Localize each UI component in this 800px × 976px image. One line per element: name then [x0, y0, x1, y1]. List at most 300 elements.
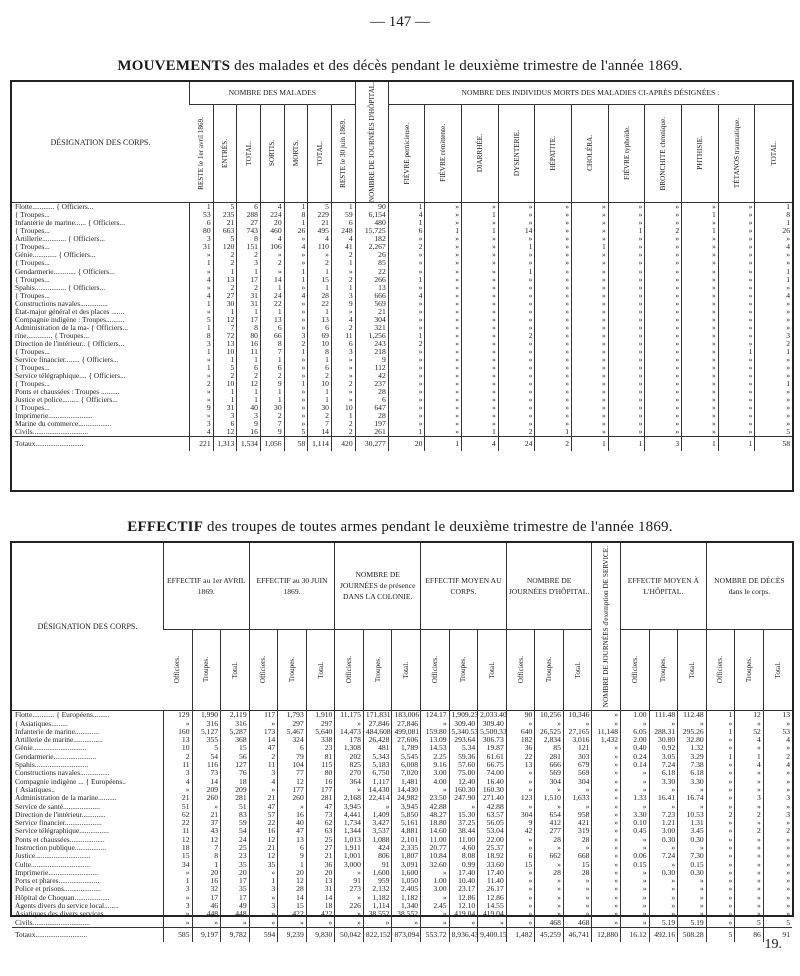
- folio: 19.: [764, 937, 782, 952]
- t2-group-header: EFFECTIF MOYEN À L'HÔPITAL.: [621, 543, 707, 629]
- table-cell: 6: [308, 364, 332, 372]
- table-cell: »: [718, 364, 755, 372]
- table-cell: 40: [237, 404, 261, 412]
- table-cell: 42.88: [421, 803, 450, 811]
- table-cell: »: [425, 219, 462, 227]
- table-cell: 17: [192, 894, 221, 902]
- table-cell: 2: [763, 827, 792, 835]
- table-cell: 304: [563, 778, 592, 786]
- table-cell: »: [682, 380, 719, 388]
- table-cell: »: [221, 919, 250, 928]
- table-cell: »: [506, 885, 535, 893]
- table-cell: 237: [355, 380, 388, 388]
- table-cell: 368: [221, 736, 250, 744]
- table-cell: 6.05: [621, 728, 650, 736]
- table-cell: 306.73: [478, 736, 507, 744]
- table-cell: 484,608: [363, 728, 392, 736]
- table-cell: 4: [763, 736, 792, 744]
- table-cell: »: [682, 219, 719, 227]
- table-cell: 17: [221, 894, 250, 902]
- table-cell: »: [682, 364, 719, 372]
- table-cell: 1: [535, 428, 572, 437]
- table-cell: 27,846: [392, 720, 421, 728]
- table-cell: 3.29: [678, 753, 707, 761]
- table-cell: »: [498, 211, 535, 219]
- table-cell: 1: [308, 356, 332, 364]
- table-cell: 6,154: [355, 211, 388, 219]
- table-cell: 3,945: [392, 803, 421, 811]
- table-cell: »: [425, 276, 462, 284]
- t2-sub-header-label: Total.: [687, 661, 696, 679]
- table-cell: 27,606: [392, 736, 421, 744]
- table-cell: 3.30: [621, 811, 650, 819]
- table-cell: 0.30: [649, 869, 678, 877]
- table-cell: 46: [192, 902, 221, 910]
- table-cell: »: [388, 380, 425, 388]
- table-cell: »: [284, 284, 308, 292]
- table-cell: 1,114: [363, 902, 392, 910]
- table-cell: 54: [192, 753, 221, 761]
- table-cell: »: [189, 251, 213, 259]
- table-cell: 260: [278, 794, 307, 802]
- table-cell: 2: [260, 412, 284, 420]
- table-cell: 1,911: [335, 844, 364, 852]
- table-cell: 1: [388, 203, 425, 212]
- table-cell: 4,881: [392, 827, 421, 835]
- table-cell: 85: [355, 259, 388, 267]
- table-cell: 2.45: [421, 902, 450, 910]
- table-cell: »: [763, 778, 792, 786]
- table-cell: »: [189, 412, 213, 420]
- table-cell: »: [163, 894, 192, 902]
- table-cell: 1: [284, 203, 308, 212]
- total-cell: 12,880: [592, 927, 621, 942]
- table-cell: 5,287: [221, 728, 250, 736]
- table-cell: »: [592, 786, 621, 794]
- table-cell: »: [462, 420, 499, 428]
- table-cell: »: [462, 404, 499, 412]
- table-cell: 85: [535, 744, 564, 752]
- row-label: Ponts et chaussées : Troupes ..........: [15, 387, 120, 397]
- table-cell: 24: [221, 836, 250, 844]
- table-cell: »: [645, 219, 682, 227]
- table-cell: »: [608, 412, 645, 420]
- table-cell: 5.19: [678, 919, 707, 928]
- table-cell: »: [425, 284, 462, 292]
- table-cell: »: [260, 268, 284, 276]
- table-cell: »: [706, 877, 735, 885]
- table-cell: 16: [237, 428, 261, 437]
- table-cell: 12: [213, 316, 237, 324]
- table-cell: 663: [213, 227, 237, 235]
- total-cell: 9,782: [221, 927, 250, 942]
- t2-sub-header-label: Troupes.: [202, 657, 211, 683]
- table-cell: 17: [237, 276, 261, 284]
- table-row: [12, 919, 792, 928]
- table-cell: »: [682, 428, 719, 437]
- table-cell: »: [735, 861, 764, 869]
- table-cell: »: [678, 803, 707, 811]
- t1-death-header-label: DYSENTERIE.: [512, 130, 521, 177]
- table-cell: 80: [189, 227, 213, 235]
- table-cell: 47: [249, 803, 278, 811]
- t2-sub-header: [163, 629, 192, 711]
- table-cell: »: [449, 803, 478, 811]
- table-cell: 6: [260, 324, 284, 332]
- table-cell: »: [592, 720, 621, 728]
- table-cell: »: [755, 404, 792, 412]
- table-cell: 31: [306, 885, 335, 893]
- table-cell: »: [678, 902, 707, 910]
- table-cell: »: [718, 372, 755, 380]
- table-cell: »: [621, 720, 650, 728]
- table-cell: 1.32: [678, 744, 707, 752]
- table-cell: 6: [189, 219, 213, 227]
- table-cell: 12.86: [478, 894, 507, 902]
- table-cell: 355: [192, 736, 221, 744]
- mouvements-table: [12, 82, 792, 451]
- table-cell: 182: [506, 736, 535, 744]
- t1-death-header: [608, 104, 645, 203]
- table-cell: »: [621, 885, 650, 893]
- table-cell: »: [498, 380, 535, 388]
- table-cell: 3,945: [335, 803, 364, 811]
- row-label: Direction de l'intérieur.. { Officiers...: [15, 338, 125, 348]
- table-cell: 0.30: [678, 869, 707, 877]
- table-cell: »: [498, 396, 535, 404]
- table-cell: 304: [535, 778, 564, 786]
- table-cell: »: [645, 380, 682, 388]
- table-cell: »: [498, 203, 535, 212]
- table-cell: 281: [535, 753, 564, 761]
- table-cell: »: [278, 919, 307, 928]
- table-cell: »: [535, 251, 572, 259]
- table-cell: »: [572, 364, 609, 372]
- table-cell: 9: [506, 819, 535, 827]
- table-cell: 9: [278, 852, 307, 860]
- table-cell: »: [392, 919, 421, 928]
- table-cell: »: [388, 235, 425, 243]
- table-cell: 53: [763, 728, 792, 736]
- table-cell: »: [462, 388, 499, 396]
- table-cell: 10: [308, 340, 332, 348]
- table-cell: 1: [682, 211, 719, 219]
- table-cell: 4: [260, 235, 284, 243]
- table-cell: 17.40: [478, 869, 507, 877]
- table-cell: »: [535, 720, 564, 728]
- table-cell: »: [682, 396, 719, 404]
- table-cell: »: [718, 300, 755, 308]
- table-cell: 76: [221, 769, 250, 777]
- t2-sub-header-label: Troupes.: [373, 657, 382, 683]
- table-cell: 5: [213, 364, 237, 372]
- row-label: Artillerie de marine................: [15, 735, 103, 745]
- table-cell: »: [163, 919, 192, 928]
- row-label: { Asiatiques..: [15, 784, 55, 794]
- table-cell: »: [506, 720, 535, 728]
- table-cell: »: [706, 744, 735, 752]
- table-cell: »: [535, 316, 572, 324]
- table-cell: 422: [278, 910, 307, 918]
- table-cell: 1: [189, 300, 213, 308]
- table-cell: »: [706, 869, 735, 877]
- table-cell: 26.17: [478, 885, 507, 893]
- table-cell: 2: [388, 340, 425, 348]
- table-cell: »: [592, 744, 621, 752]
- total-cell: 58: [284, 437, 308, 452]
- table-cell: 4: [388, 292, 425, 300]
- table-cell: 8: [755, 211, 792, 219]
- table-cell: »: [388, 412, 425, 420]
- table-cell: »: [498, 372, 535, 380]
- table-cell: 2,119: [221, 711, 250, 720]
- table-cell: »: [682, 300, 719, 308]
- t2-sub-header: [221, 629, 250, 711]
- table-cell: »: [425, 396, 462, 404]
- table-cell: 56: [221, 753, 250, 761]
- t1-col-header: [284, 104, 308, 203]
- table-cell: 2: [213, 251, 237, 259]
- table-cell: 3.45: [678, 827, 707, 835]
- table-cell: »: [506, 910, 535, 918]
- table-cell: »: [535, 388, 572, 396]
- table-cell: »: [706, 819, 735, 827]
- table-cell: »: [706, 803, 735, 811]
- table-cell: »: [506, 803, 535, 811]
- table-cell: 7.24: [649, 852, 678, 860]
- table-cell: 424: [363, 844, 392, 852]
- table-cell: »: [563, 844, 592, 852]
- table-cell: »: [425, 259, 462, 267]
- table-cell: »: [608, 300, 645, 308]
- table-cell: »: [572, 259, 609, 267]
- table-cell: 1,600: [363, 869, 392, 877]
- table-cell: 2: [331, 428, 355, 437]
- table-cell: 209: [221, 786, 250, 794]
- table-cell: »: [535, 203, 572, 212]
- table-cell: 28: [535, 869, 564, 877]
- table-cell: 13: [763, 711, 792, 720]
- row-label: Gendarmerie.......................: [15, 751, 97, 761]
- table-cell: 72: [213, 332, 237, 340]
- table-cell: 281: [221, 794, 250, 802]
- t2-sub-header-label: Total.: [316, 661, 325, 679]
- table-cell: »: [645, 396, 682, 404]
- table-cell: 16.41: [649, 794, 678, 802]
- table-cell: 9: [260, 428, 284, 437]
- table-cell: 56.05: [478, 819, 507, 827]
- table1-frame: [10, 80, 794, 492]
- table-cell: 3.00: [421, 769, 450, 777]
- table-cell: »: [763, 869, 792, 877]
- table-cell: »: [592, 778, 621, 786]
- row-label: { Troupes...: [15, 226, 50, 236]
- t2-sub-header-label: Troupes.: [459, 657, 468, 683]
- table-cell: 35: [221, 861, 250, 869]
- table-cell: 3: [331, 292, 355, 300]
- table-cell: »: [331, 372, 355, 380]
- t1-death-header: [535, 104, 572, 203]
- row-label: Culte................................: [15, 859, 91, 869]
- table-cell: 422: [306, 910, 335, 918]
- table-cell: 13: [506, 761, 535, 769]
- table-cell: »: [592, 769, 621, 777]
- table-cell: 1: [755, 348, 792, 356]
- table-cell: 12: [278, 778, 307, 786]
- table-cell: 2: [189, 380, 213, 388]
- table-cell: 14,430: [392, 786, 421, 794]
- t2-sub-header-label: Troupes.: [745, 657, 754, 683]
- table-cell: »: [706, 769, 735, 777]
- table-cell: 22: [249, 819, 278, 827]
- table-cell: »: [388, 316, 425, 324]
- table-cell: 5: [213, 235, 237, 243]
- table-cell: 159.80: [421, 728, 450, 736]
- table-cell: 14: [498, 227, 535, 235]
- table-cell: »: [421, 910, 450, 918]
- row-label: Spahis................. { Officiers...: [15, 282, 106, 292]
- table-cell: »: [535, 910, 564, 918]
- table-cell: »: [189, 308, 213, 316]
- t1-col-header-label: ENTRÉS.: [220, 138, 229, 168]
- table-cell: »: [592, 794, 621, 802]
- table-cell: »: [421, 919, 450, 928]
- table-cell: 1: [284, 219, 308, 227]
- table-cell: 16.74: [678, 794, 707, 802]
- table-cell: »: [608, 420, 645, 428]
- table-cell: 5,340.53: [449, 728, 478, 736]
- t2-sub-header: [335, 629, 364, 711]
- table-cell: 419.04: [478, 910, 507, 918]
- table-cell: »: [535, 332, 572, 340]
- table-cell: 2: [237, 372, 261, 380]
- table-cell: »: [649, 786, 678, 794]
- table-cell: 1: [249, 877, 278, 885]
- t1-death-header: [425, 104, 462, 203]
- t2-sub-header-label: Total.: [487, 661, 496, 679]
- table-cell: 18: [306, 902, 335, 910]
- table-cell: 1.31: [678, 819, 707, 827]
- table-cell: »: [498, 324, 535, 332]
- table-cell: 1,910: [306, 711, 335, 720]
- table-cell: »: [706, 720, 735, 728]
- table-cell: 5: [284, 428, 308, 437]
- table-cell: 5,850: [392, 811, 421, 819]
- table-cell: »: [506, 869, 535, 877]
- table-cell: »: [678, 894, 707, 902]
- table-cell: 32.60: [421, 861, 450, 869]
- table-cell: »: [706, 910, 735, 918]
- table-cell: 19.87: [478, 744, 507, 752]
- table-cell: 22: [308, 300, 332, 308]
- table-cell: 1: [213, 396, 237, 404]
- table-cell: »: [608, 396, 645, 404]
- total-cell: 16.12: [621, 927, 650, 942]
- table-cell: 35: [249, 861, 278, 869]
- table-cell: »: [284, 308, 308, 316]
- table-cell: »: [735, 778, 764, 786]
- table-cell: 5,161: [392, 819, 421, 827]
- table-cell: 2: [735, 827, 764, 835]
- table-cell: 3: [237, 412, 261, 420]
- table-cell: »: [645, 268, 682, 276]
- total-cell: 508.28: [678, 927, 707, 942]
- table-cell: 2,335: [392, 844, 421, 852]
- table-cell: 12.10: [449, 902, 478, 910]
- table-cell: 1: [260, 308, 284, 316]
- t1-death-header-label: CHOLÉRA.: [585, 135, 594, 172]
- table-cell: 90: [355, 203, 388, 212]
- table-cell: 3: [249, 885, 278, 893]
- table-cell: »: [284, 316, 308, 324]
- table-cell: 13: [260, 316, 284, 324]
- table-cell: »: [462, 235, 499, 243]
- table-cell: »: [678, 885, 707, 893]
- table-cell: 151: [237, 243, 261, 251]
- table-cell: »: [421, 894, 450, 902]
- table-cell: 14: [306, 894, 335, 902]
- table-cell: 15: [163, 852, 192, 860]
- table-cell: 281: [306, 794, 335, 802]
- table-cell: »: [425, 404, 462, 412]
- table-cell: »: [425, 235, 462, 243]
- table-cell: »: [331, 308, 355, 316]
- table-cell: 4: [189, 276, 213, 284]
- table-cell: »: [718, 211, 755, 219]
- table-cell: »: [563, 803, 592, 811]
- table-cell: »: [535, 861, 564, 869]
- table-cell: 74.00: [478, 769, 507, 777]
- table-cell: »: [498, 364, 535, 372]
- table-cell: »: [755, 284, 792, 292]
- table-cell: »: [608, 235, 645, 243]
- table-cell: 23.50: [421, 794, 450, 802]
- table-cell: 12.86: [449, 894, 478, 902]
- table-row: [12, 428, 792, 437]
- table-cell: 6: [506, 852, 535, 860]
- table-cell: 666: [355, 292, 388, 300]
- t2-sub-header: [249, 629, 278, 711]
- row-label: Service de santé....................: [15, 801, 100, 811]
- table-cell: 1: [284, 380, 308, 388]
- table-cell: »: [621, 919, 650, 928]
- table-cell: 2: [331, 251, 355, 259]
- table-cell: »: [535, 324, 572, 332]
- row-label: Infanterie de marine...... { Officiers...: [15, 218, 125, 228]
- table-cell: »: [331, 356, 355, 364]
- table-cell: »: [682, 203, 719, 212]
- table-cell: 0.99: [449, 861, 478, 869]
- table-cell: »: [682, 292, 719, 300]
- table-cell: »: [592, 902, 621, 910]
- table-cell: 5: [192, 744, 221, 752]
- table-cell: »: [192, 803, 221, 811]
- t1-death-header: [388, 104, 425, 203]
- table-cell: 0.40: [621, 744, 650, 752]
- table-cell: »: [608, 203, 645, 212]
- t2-group-header: EFFECTIF au 1er AVRIL 1869.: [163, 543, 249, 629]
- total-cell: 9,197: [192, 927, 221, 942]
- table-cell: »: [755, 412, 792, 420]
- table-cell: 11: [163, 761, 192, 769]
- table-cell: »: [498, 259, 535, 267]
- table-cell: 1: [462, 428, 499, 437]
- t2-group-header: [592, 543, 621, 711]
- row-label: Asiatiques des divers services........: [15, 909, 119, 919]
- table-cell: 2: [498, 428, 535, 437]
- table-cell: 499,081: [392, 728, 421, 736]
- table-cell: »: [498, 219, 535, 227]
